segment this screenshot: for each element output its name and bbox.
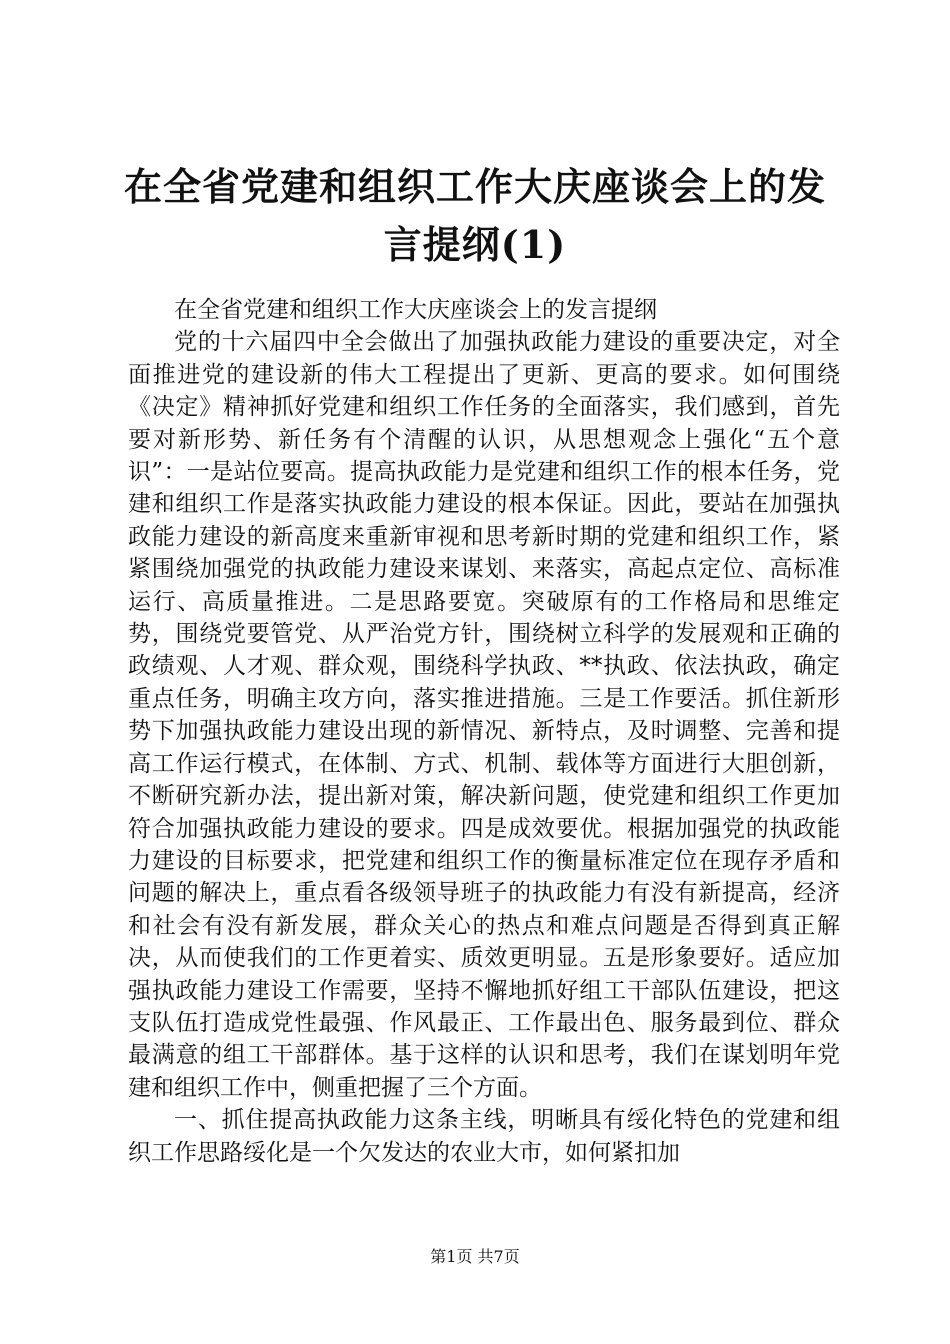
- page-number: 第1页 共7页: [430, 1247, 520, 1266]
- body-paragraph: 党的十六届四中全会做出了加强执政能力建设的重要决定，对全面推进党的建设新的伟大工程提出了更新、更高的要求。如何围绕《决定》精神抓好党建和组织工作任务的全面落实，我们感到，首先要对新形势、新任务有个清醒的认识，从思想观念上强化“五个意识”：一是站位要高。提高执政能力是党建和组织工作的根本任务，党建和组织工作是落实执政能力建设的根本保证。因此，要站在加强执政能力建设的新高度来重新审视和思考新时期的党建和组织工作，紧紧围绕加强党的执政能力建设来谋划、来落实，高起点定位、高标准运行、高质量推进。二是思路要宽。突破原有的工作格局和思维定势，围绕党要管党、从严治党方针，围绕树立科学的发展观和正确的政绩观、人才观、群众观，围绕科学执政、**执政、依法执政，确定重点任务，明确主攻方向，落实推进措施。三是工作要活。抓住新形势下加强执政能力建设出现的新情况、新特点，及时调整、完善和提高工作运行模式，在体制、方式、机制、载体等方面进行大胆创新，不断研究新办法，提出新对策，解决新问题，使党建和组织工作更加符合加强执政能力建设的要求。四是成效要优。根据加强党的执政能力建设的目标要求，把党建和组织工作的衡量标准定位在现存矛盾和问题的解决上，重点看各级领导班子的执政能力有没有新提高，经济和社会有没有新发展，群众关心的热点和难点问题是否得到真正解决，从而使我们的工作更着实、质效更明显。五是形象要好。适应加强执政能力建设工作需要，坚持不懈地抓好组工干部队伍建设，把这支队伍打造成党性最强、作风最正、工作最出色、服务最到位、群众最满意的组工干部群体。基于这样的认识和思考，我们在谋划明年党建和组织工作中，侧重把握了三个方面。: [128, 329, 840, 1101]
- document-title: 在全省党建和组织工作大庆座谈会上的发言提纲(1): [123, 164, 826, 267]
- subtitle-paragraph: 在全省党建和组织工作大庆座谈会上的发言提纲: [174, 297, 657, 323]
- body-paragraph: 一、抓住提高执政能力这条主线，明晰具有绥化特色的党建和组织工作思路绥化是一个欠发达的农业大市，如何紧扣加: [128, 1107, 840, 1166]
- document-body: [128, 294, 840, 1169]
